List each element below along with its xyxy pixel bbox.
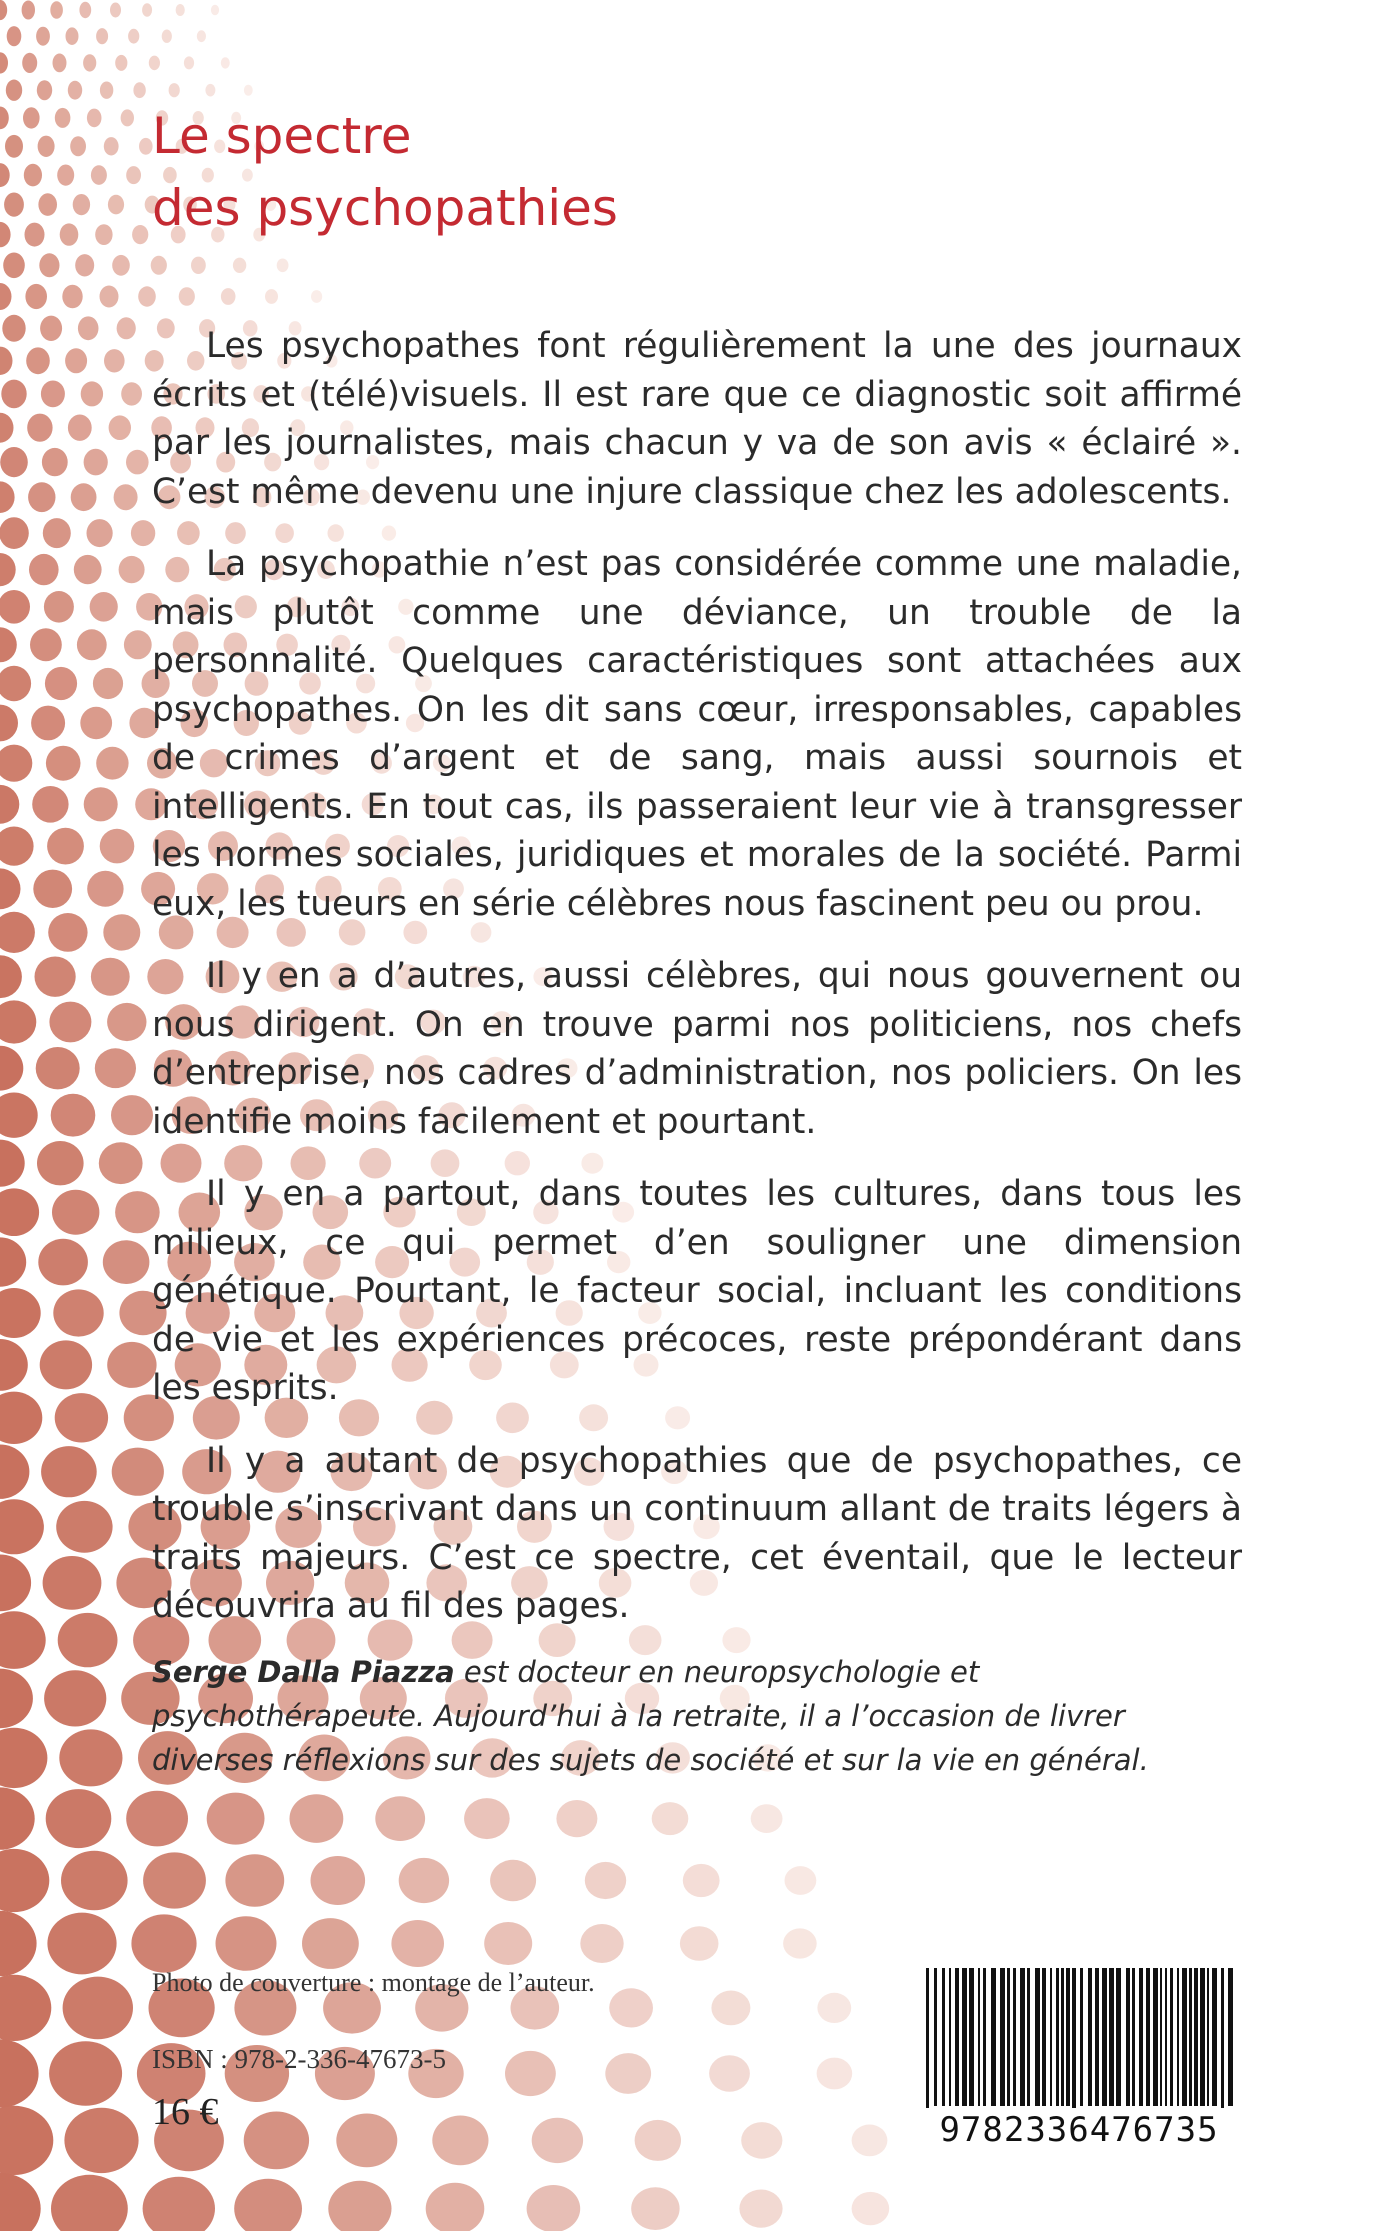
author-bio bbox=[152, 1650, 1242, 1782]
barcode-bar bbox=[1035, 1968, 1040, 2106]
barcode-bar bbox=[1000, 1968, 1005, 2106]
barcode-bar bbox=[983, 1968, 986, 2106]
barcode-bar bbox=[969, 1968, 974, 2106]
barcode-bar bbox=[1109, 1968, 1114, 2106]
author-bio-text: est docteur en neuropsychologie et psychothérapeute. Aujourd’hui à la retraite, il a l’occasion de livrer diverses réflexions sur des sujets de société et sur la vie en général. bbox=[152, 1655, 1149, 1777]
barcode-bars bbox=[920, 1968, 1238, 2118]
barcode-bar bbox=[1177, 1968, 1179, 2106]
barcode-bar bbox=[1042, 1968, 1046, 2106]
barcode-bar bbox=[1146, 1968, 1150, 2106]
barcode-bar bbox=[1228, 1968, 1233, 2106]
barcode-bar bbox=[1095, 1968, 1099, 2106]
barcode-bar bbox=[1207, 1968, 1209, 2106]
barcode-bar bbox=[1066, 1968, 1070, 2106]
title-line-2: des psychopathies bbox=[152, 179, 618, 237]
blurb-paragraph-2: La psychopathie n’est pas considérée comme une maladie, mais plutôt comme une déviance, un trouble de la personnalité. Quelques caractéristiques sont attachées aux psychopathes. On les dit sans cœur, irresponsables, capables de crimes d’argent et de sang, mais aussi sournois et intelligents. En tout cas, ils passeraient leur vie à transgresser les normes sociales, juridiques et morales de la société. Parmi eux, les tueurs en série célèbres nous fascinent peu ou prou. bbox=[152, 544, 1242, 924]
barcode-bar bbox=[1072, 1968, 1076, 2118]
barcode-bar bbox=[1007, 1968, 1010, 2106]
barcode-bar bbox=[991, 1968, 996, 2106]
barcode-bar bbox=[978, 1968, 980, 2106]
barcode-bar bbox=[1056, 1968, 1059, 2106]
author-name: Serge Dalla Piazza bbox=[152, 1655, 455, 1689]
barcode-bar bbox=[1013, 1968, 1016, 2106]
barcode-bar bbox=[1153, 1968, 1158, 2106]
cover-credit: Photo de couverture : montage de l’auteur. bbox=[152, 1968, 595, 1997]
price-text: 16 € bbox=[152, 2091, 219, 2133]
barcode-bar bbox=[1080, 1968, 1083, 2106]
barcode-bar bbox=[1182, 1968, 1187, 2106]
blurb-paragraph-4: Il y en a partout, dans toutes les cultures, dans tous les milieux, ce qui permet d’en souligner une dimension génétique. Pourtant, le facteur social, incluant les conditions de vie et les expériences précoces, reste prépondérant dans les esprits. bbox=[152, 1174, 1242, 1408]
barcode-bar bbox=[1132, 1968, 1135, 2106]
barcode-bar bbox=[1139, 1968, 1143, 2106]
barcode-bar bbox=[949, 1968, 951, 2106]
barcode-bar bbox=[1170, 1968, 1173, 2106]
barcode-bar bbox=[1194, 1968, 1198, 2106]
book-title bbox=[152, 100, 618, 244]
barcode-bar bbox=[955, 1968, 959, 2106]
barcode-bar bbox=[926, 1968, 929, 2118]
isbn-text: ISBN : 978-2-336-47673-5 bbox=[152, 2044, 446, 2074]
blurb-paragraph-5: Il y a autant de psychopathies que de psychopathes, ce trouble s’inscrivant dans un continuum allant de traits légers à traits majeurs. C’est ce spectre, cet éventail, que le lecteur découvrira au fil des pages. bbox=[152, 1440, 1242, 1626]
barcode-bar bbox=[1200, 1968, 1205, 2106]
barcode-bar bbox=[1088, 1968, 1092, 2106]
barcode-bar bbox=[1221, 1968, 1224, 2118]
barcode-bar bbox=[962, 1968, 967, 2106]
barcode-bar bbox=[1020, 1968, 1025, 2106]
barcode-bar bbox=[942, 1968, 945, 2106]
barcode-bar bbox=[1189, 1968, 1192, 2106]
title-line-1: Le spectre bbox=[152, 107, 412, 165]
barcode-bar bbox=[1165, 1968, 1167, 2106]
barcode-icon bbox=[920, 1968, 1238, 2158]
barcode-bar bbox=[1061, 1968, 1064, 2106]
barcode-bar bbox=[1027, 1968, 1030, 2106]
barcode-bar bbox=[1212, 1968, 1217, 2106]
barcode-bar bbox=[1102, 1968, 1107, 2106]
blurb-paragraph-1: Les psychopathes font régulièrement la une des journaux écrits et (télé)visuels. Il est rare que ce diagnostic soit affirmé par les journalistes, mais chacun y va de son avis « éclairé ». C’est même devenu une injure classique chez les adolescents. bbox=[152, 326, 1242, 512]
barcode-number: 9782336476735 bbox=[920, 2108, 1238, 2152]
blurb bbox=[152, 322, 1242, 1655]
blurb-paragraph-3: Il y en a d’autres, aussi célèbres, qui nous gouvernent ou nous dirigent. On en trouve parmi nos politiciens, nos chefs d’entreprise, nos cadres d’administration, nos policiers. On les identifie moins facilement et pourtant. bbox=[152, 956, 1242, 1142]
barcode-bar bbox=[1126, 1968, 1130, 2106]
barcode-bar bbox=[1160, 1968, 1162, 2106]
barcode-bar bbox=[1050, 1968, 1052, 2106]
barcode-bar bbox=[934, 1968, 937, 2106]
barcode-bar bbox=[1116, 1968, 1121, 2106]
